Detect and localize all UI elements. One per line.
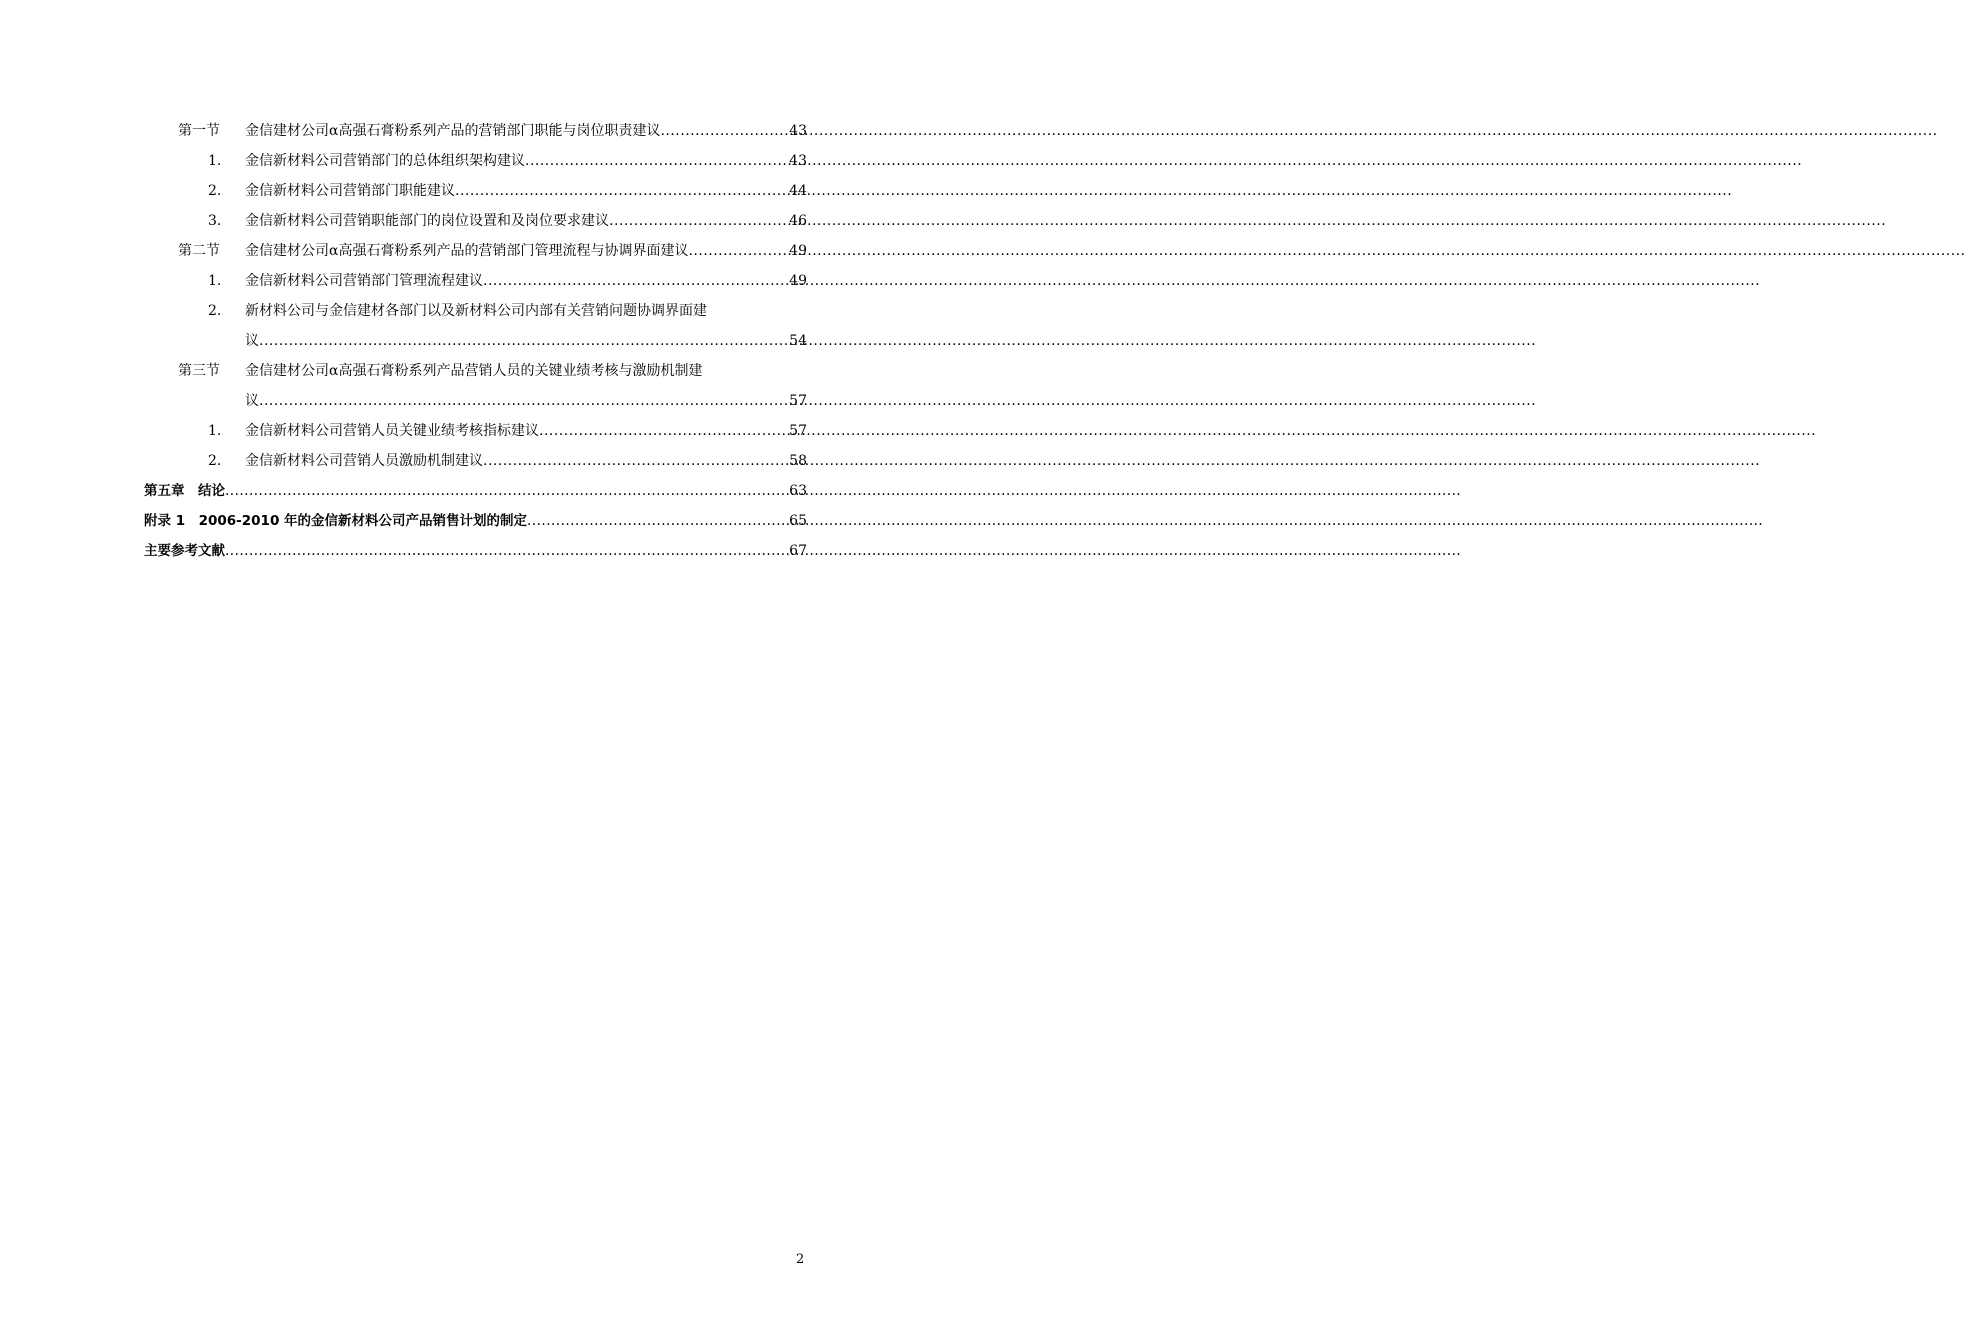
- toc-entry-page: 63: [789, 483, 807, 499]
- toc-entry-item[interactable]: [144, 176, 807, 206]
- toc-entry-item[interactable]: [144, 146, 807, 176]
- toc-entry-title-line2: 议: [245, 393, 259, 409]
- toc-entry-page: 57: [789, 393, 807, 409]
- toc-leader-dots: [259, 326, 789, 356]
- page-number: 2: [796, 1252, 805, 1267]
- toc-entry-page: 44: [789, 183, 807, 199]
- toc-entry-section-2[interactable]: [144, 236, 807, 266]
- toc-entry-title-line1: 新材料公司与金信建材各部门以及新材料公司内部有关营销问题协调界面建: [245, 303, 707, 319]
- toc-entry-chapter-5[interactable]: [144, 476, 807, 506]
- document-page: [0, 0, 950, 1344]
- toc-leader-dots: [539, 416, 789, 446]
- toc-entry-section-3[interactable]: [144, 356, 807, 416]
- toc-entry-page: 67: [789, 543, 807, 559]
- toc-leader-dots: [225, 536, 789, 566]
- toc-entry-page: 43: [789, 153, 807, 169]
- toc-entry-page: 49: [789, 273, 807, 289]
- toc-entry-title: 金信新材料公司营销人员关键业绩考核指标建议: [245, 423, 539, 439]
- toc-entry-item[interactable]: [144, 416, 807, 446]
- toc-entry-page: 58: [789, 453, 807, 469]
- toc-entry-title: 金信新材料公司营销职能部门的岗位设置和及岗位要求建议: [245, 213, 609, 229]
- toc-leader-dots: [483, 266, 789, 296]
- toc-leader-dots: [259, 386, 789, 416]
- toc-entry-item-wrapped[interactable]: [144, 296, 807, 356]
- toc-entry-page: 49: [789, 243, 807, 259]
- toc-entry-title: 金信新材料公司营销部门的总体组织架构建议: [245, 153, 525, 169]
- toc-entry-page: 46: [789, 213, 807, 229]
- toc-leader-dots: [525, 146, 789, 176]
- toc-entry-page: 43: [789, 123, 807, 139]
- toc-entry-references[interactable]: [144, 536, 807, 566]
- toc-entry-title-line1: 金信建材公司α高强石膏粉系列产品营销人员的关键业绩考核与激励机制建: [245, 363, 703, 379]
- toc-leader-dots: [527, 506, 789, 536]
- toc-entry-title: 金信新材料公司营销部门管理流程建议: [245, 273, 483, 289]
- toc-entry-title: 金信建材公司α高强石膏粉系列产品的营销部门管理流程与协调界面建议: [245, 243, 689, 259]
- toc-entry-title: 附录 1 2006-2010 年的金信新材料公司产品销售计划的制定: [144, 513, 528, 529]
- toc-entry-number: 2.: [208, 183, 222, 199]
- toc-entry-number: 2.: [208, 303, 222, 319]
- toc-entry-number: 1.: [208, 423, 222, 439]
- toc-entry-appendix-1[interactable]: [144, 506, 807, 536]
- table-of-contents: [144, 116, 807, 566]
- toc-entry-number: 1.: [208, 153, 222, 169]
- toc-leader-dots: [225, 476, 789, 506]
- toc-leader-dots: [483, 446, 789, 476]
- toc-entry-title-line2: 议: [245, 333, 259, 349]
- toc-entry-item[interactable]: [144, 266, 807, 296]
- toc-entry-title: 主要参考文献: [144, 543, 225, 559]
- toc-entry-title: 金信建材公司α高强石膏粉系列产品的营销部门职能与岗位职责建议: [245, 123, 661, 139]
- toc-entry-number: 1.: [208, 273, 222, 289]
- toc-entry-number: 第二节: [178, 243, 220, 259]
- toc-leader-dots: [609, 206, 789, 236]
- toc-entry-page: 57: [789, 423, 807, 439]
- toc-leader-dots: [660, 116, 789, 146]
- toc-entry-page: 54: [789, 333, 807, 349]
- toc-entry-number: 2.: [208, 453, 222, 469]
- toc-entry-number: 3.: [208, 213, 222, 229]
- toc-entry-title: 第五章 结论: [144, 483, 225, 499]
- toc-entry-number: 第一节: [178, 123, 220, 139]
- toc-entry-page: 65: [789, 513, 807, 529]
- toc-entry-title: 金信新材料公司营销人员激励机制建议: [245, 453, 483, 469]
- toc-entry-item[interactable]: [144, 206, 807, 236]
- toc-leader-dots: [688, 236, 789, 266]
- toc-entry-item[interactable]: [144, 446, 807, 476]
- toc-entry-title: 金信新材料公司营销部门职能建议: [245, 183, 455, 199]
- toc-entry-number: 第三节: [178, 363, 220, 379]
- toc-entry-section-1[interactable]: [144, 116, 807, 146]
- toc-leader-dots: [455, 176, 789, 206]
